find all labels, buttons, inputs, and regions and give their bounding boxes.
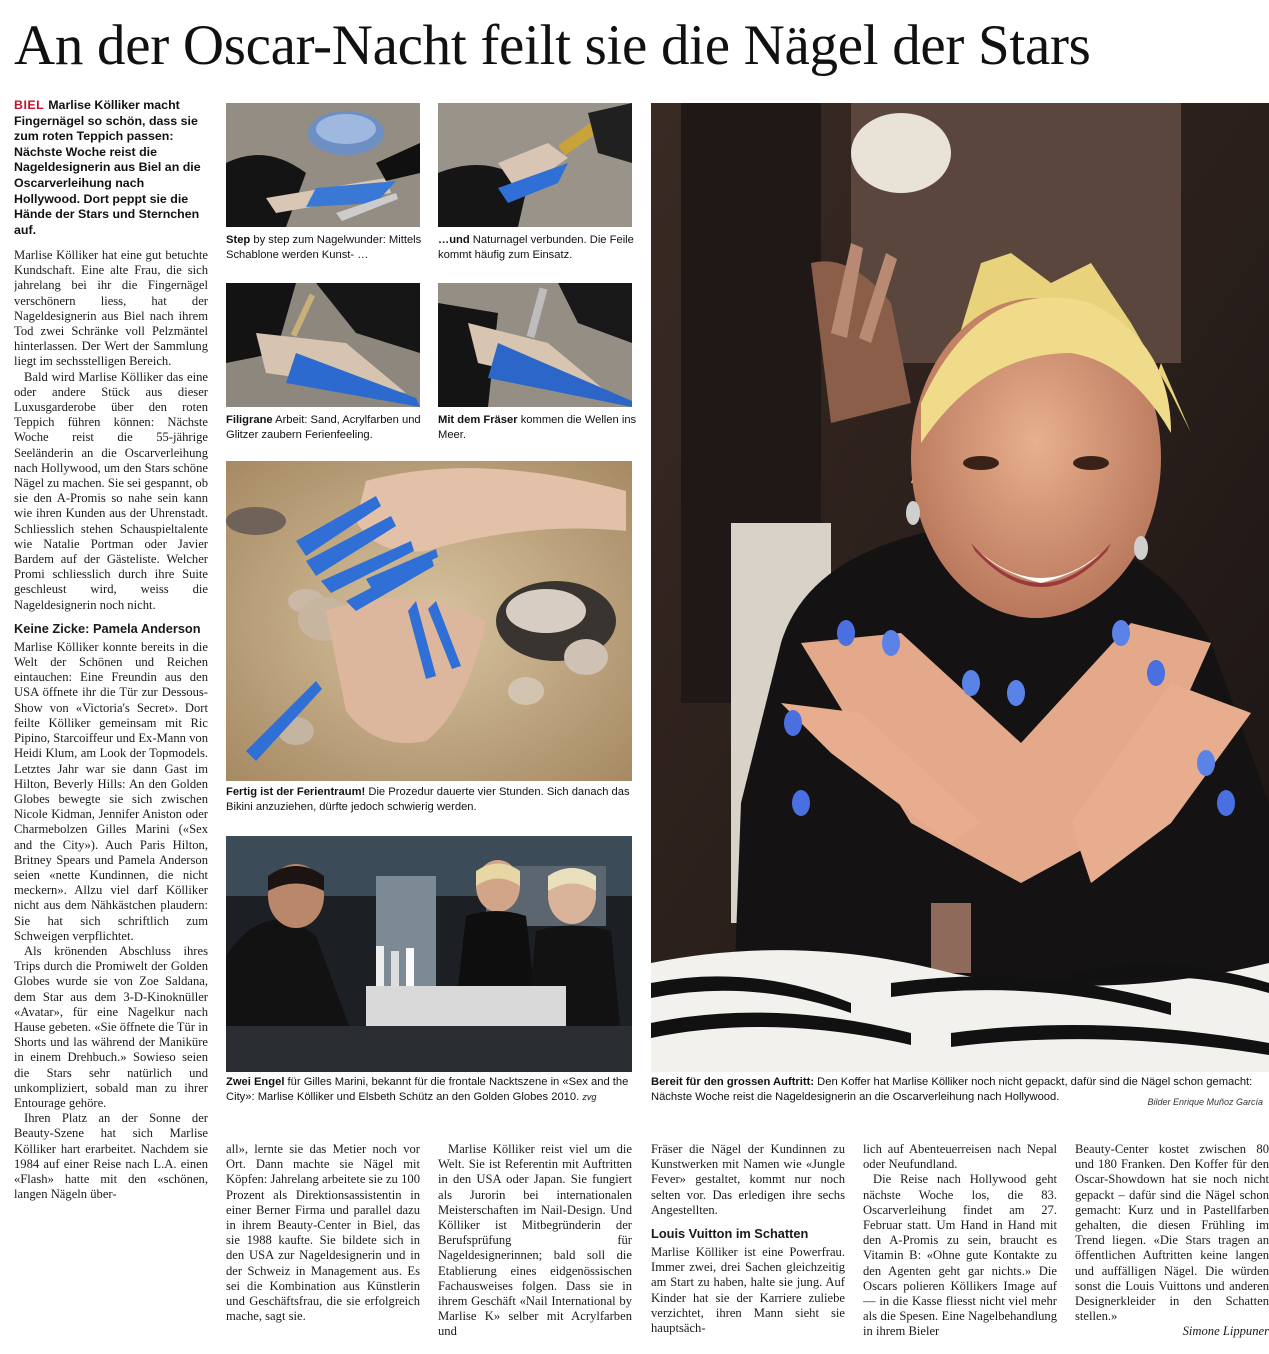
paragraph: Als krönenden Abschluss ihres Trips durch die Promiwelt der Golden Globes wurde sie von Zoe Saldana, dem Star aus dem 3-D-Kinoknüller «Avatar», für eine Nagelkur nach Hause gebeten. «Sie öffnete die Tür in Shorts und las während der Maniküre in einem Drehbuch.» Sowieso seien die Stars sehr natürlich und unkompliziert, sobald man zu ihrer Entourage gehöre.: [14, 943, 208, 1110]
article-column-5: [863, 1142, 1057, 1354]
caption-bold: Fertig ist der Ferientraum!: [226, 786, 366, 798]
step-caption-3: [226, 413, 426, 443]
subheading: Louis Vuitton im Schatten: [651, 1226, 809, 1242]
lead-text: Marlise Kölliker macht Fingernägel so schön, dass sie zum roten Teppich passen: Nächste Woche reist die Nageldesignerin aus Biel an die Oscarverleihung nach Hollywood. Dort peppt sie die Hände der Stars und Sternchen auf.: [14, 98, 201, 237]
headline: An der Oscar-Nacht feilt sie die Nägel der Stars: [14, 14, 1091, 77]
caption-credit: zvg: [582, 1092, 597, 1102]
article-column-6: [1075, 1142, 1269, 1354]
step-photo-4: [438, 283, 632, 407]
beach-caption: [226, 785, 632, 815]
paragraph: Marlise Kölliker ist eine Powerfrau. Immer zwei, drei Sachen gleichzeitig am Start zu haben, halte sie jung. Auf Kinder hat sie der Karriere zuliebe verzichtet, ihren Mann sieht sie hauptsäch-: [651, 1245, 845, 1336]
paragraph: Die Reise nach Hollywood geht nächste Woche los, die 83. Oscarverleihung findet am 27. Februar statt. Um Hand in Hand mit den A-Promis zu sein, braucht es Vitamin B: «Ohne gute Kontakte zu den Agenten geht gar nichts.» Die Oscars polieren Köllikers Image auf — in die Kasse fliesst nicht viel mehr als die Spesen. Eine Nagelbehandlung in ihrem Bieler: [863, 1172, 1057, 1339]
caption-text: Den Koffer hat Marlise Kölliker noch nicht gepackt, dafür sind die Nägel schon gemacht: Nächste Woche reist die Nageldesignerin an die Oscarverleihung nach Hollywood.: [651, 1076, 1253, 1103]
lead-paragraph: [14, 98, 211, 238]
caption-bold: Filigrane: [226, 414, 273, 426]
golden-globes-caption: [226, 1075, 636, 1105]
article-column-2: [226, 1142, 420, 1354]
paragraph: Marlise Kölliker hat eine gut betuchte Kundschaft. Eine alte Frau, die sich jahrelang bei ihr die Fingernägel verschönern liess, hat der Nageldesignerin aus Biel nach ihrem Tod zwei Schränke voll Pelzmäntel hinterlassen. Der Wert der Sammlung liegt im sechsstelligen Bereich.: [14, 248, 208, 369]
step-caption-4: [438, 413, 638, 443]
beach-photo: [226, 461, 632, 781]
paragraph: Marlise Kölliker reist viel um die Welt. Sie ist Referentin mit Auftritten in den USA oder Japan. Sie fungiert als Jurorin bei internationalen Meisterschaften im Nail-Design. Und Kölliker ist Mitbegründerin der Berufsprüfung für Nageldesignerinnen; bald soll die Etablierung eines eidgenössischen Fachausweises folgen. Dass sie in ihrem Geschäft «Nail International by Marlise K» selber mit Acrylfarben und: [438, 1142, 632, 1339]
step-photo-1: [226, 103, 420, 227]
article-column-4: [651, 1142, 845, 1354]
paragraph: all», lernte sie das Metier noch vor Ort. Dann machte sie Nägel mit Köpfen: Jahrelang arbeitete sie zu 100 Prozent als Direktionsassistentin in einer Berner Firma und parallel dazu in ihrem Beauty-Center in Biel, das sie 1988 kaufte. Sie bildete sich in den USA zur Nageldesignerin und in der Schweiz in Management aus. Es sei die Kombination aus Künstlerin und Geschäftsfrau, die sie erfolgreich mache, sagt sie.: [226, 1142, 420, 1324]
article-column-3: [438, 1142, 632, 1354]
caption-bold: Zwei Engel: [226, 1076, 285, 1088]
author-byline: Simone Lippuner: [1182, 1324, 1269, 1339]
caption-bold: Step: [226, 234, 251, 246]
paragraph: Ihren Platz an der Sonne der Beauty-Szene hat sich Marlise Kölliker hart erarbeitet. Nachdem sie 1984 auf einer Reise nach L.A. einen «Flash» hatte mit den «schönen, langen Nägeln über-: [14, 1111, 208, 1202]
step-caption-2: [438, 233, 638, 263]
caption-bold: Bereit für den grossen Auftritt:: [651, 1076, 815, 1088]
caption-text: für Gilles Marini, bekannt für die frontale Nacktszene in «Sex and the City»: Marlise Kölliker und Elsbeth Schütz an den Golden Globes 2010.: [226, 1076, 629, 1103]
caption-text: by step zum Nagelwunder: Mittels Schablone werden Kunst- …: [226, 234, 422, 261]
step-photo-3: [226, 283, 420, 407]
caption-bold: …und: [438, 234, 470, 246]
caption-text: kommen die Wellen ins Meer.: [438, 414, 637, 441]
caption-text: Naturnagel verbunden. Die Feile kommt häufig zum Einsatz.: [438, 234, 634, 261]
paragraph: lich auf Abenteuerreisen nach Nepal oder Neufundland.: [863, 1142, 1057, 1172]
paragraph: Beauty-Center kostet zwischen 80 und 180 Franken. Den Koffer für den Oscar-Showdown hat sie noch nicht gepackt – dafür sind die Nägel schon gemacht: Kurz und in Pastellfarben gehalten, die diesen Frühling im Trend liegen. «Die Stars tragen an öffentlichen Auftritten keine langen und auffälligen Nägel. Die würden sonst die Louis Vuittons und anderen Designerkleider in den Schatten stellen.»: [1075, 1142, 1269, 1324]
caption-text: Arbeit: Sand, Acrylfarben und Glitzer zaubern Ferienfeeling.: [226, 414, 421, 441]
article-column-1: [14, 248, 208, 1354]
paragraph: Marlise Kölliker konnte bereits in die Welt der Schönen und Reichen eintauchen: Eine Freundin aus den USA öffnete ihr die Tür zur Dessous-Show von «Victoria's Secret». Dort feilte Kölliker gemeinsam mit Ric Pipino, Starcoiffeur und Ex-Mann von Heidi Klum, am Look der Topmodels. Letztes Jahr war sie dann Gast im Hilton, Beverly Hills: An den Golden Globes bewegte sie sich zwischen Nicole Kidman, Jennifer Aniston oder Charmebolzen Gilles Marini («Sex and the City»). Auch Paris Hilton, Britney Spears und Pamela Anderson seien «nette Kundinnen, die nicht meckern». Allzu viel darf Kölliker nicht aus dem Nähkästchen plaudern: Sie hat sich schriftlich zum Schweigen verpflichtet.: [14, 639, 208, 943]
caption-text: Die Prozedur dauerte vier Stunden. Sich danach das Bikini anzuziehen, dürfte jedoch schwierig werden.: [226, 786, 630, 813]
paragraph: Fräser die Nägel der Kundinnen zu Kunstwerken mit Namen wie «Jungle Fever» gestaltet, kommt nur noch selten vor. Das erledigen ihre sechs Angestellten.: [651, 1142, 845, 1217]
step-caption-1: [226, 233, 426, 263]
caption-bold: Mit dem Fräser: [438, 414, 518, 426]
subheading: Keine Zicke: Pamela Anderson: [14, 620, 201, 636]
main-portrait-photo: [651, 103, 1269, 1072]
paragraph: Bald wird Marlise Kölliker das eine oder andere Stück aus dieser Luxusgarderobe über den roten Teppich führen können: Nächste Woche reist die 55-jährige Seeländerin an die Oscarverleihung nach Hollywood, um den Stars schöne Nägel zu machen. Sie sei gespannt, ob sie den A-Promis so nahe sein kann wie ihren Kunden aus der Uhrenstadt. Schliesslich stehen Schauspieltalente wie Natalie Portman oder Javier Bardem auf der Gästeliste. Welcher Promi schliesslich durch ihre Suite geschleust wird, weiss die Nageldesignerin noch nicht.: [14, 369, 208, 612]
golden-globes-photo: [226, 836, 632, 1072]
photo-credit: Bilder Enrique Muñoz García: [1147, 1097, 1263, 1107]
step-photo-2: [438, 103, 632, 227]
kicker: BIEL: [14, 98, 45, 112]
